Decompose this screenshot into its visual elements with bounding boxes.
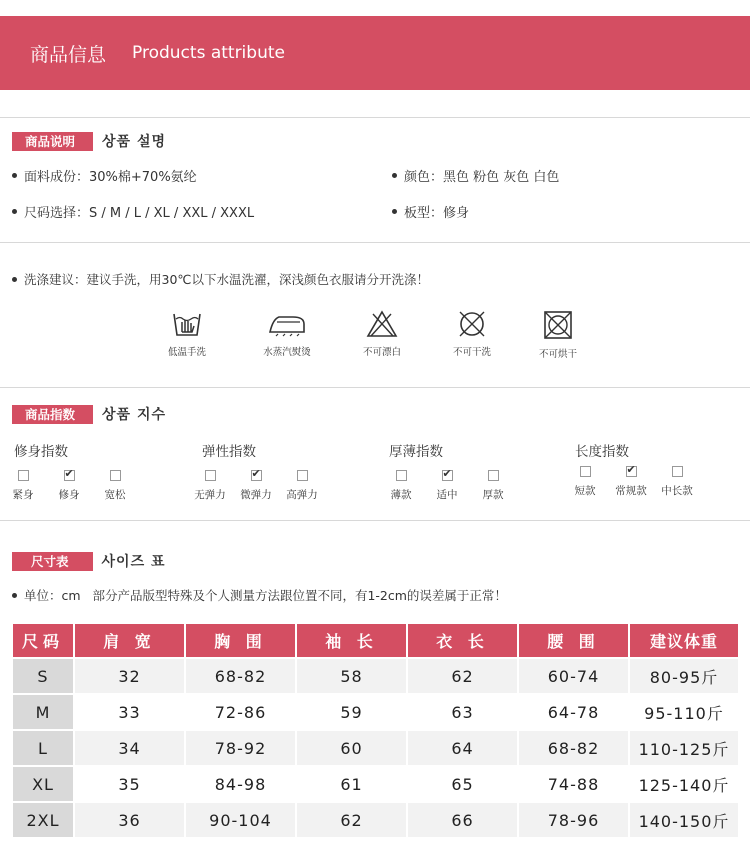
fabric-item — [12, 166, 197, 185]
table-cell: XL — [13, 767, 73, 801]
care-item-steam-iron — [247, 310, 327, 358]
checkbox-checked[interactable] — [442, 470, 453, 481]
index-option[interactable] — [279, 470, 325, 502]
table-cell: 80-95斤 — [630, 659, 738, 693]
index-group-title: 修身指数 — [14, 444, 68, 460]
table-cell: 64 — [408, 731, 517, 765]
index-option[interactable] — [608, 466, 654, 498]
checkbox[interactable] — [672, 466, 683, 477]
table-cell: 36 — [75, 803, 184, 837]
index-group-length — [575, 440, 700, 498]
table-cell: 90-104 — [186, 803, 295, 837]
index-option[interactable] — [233, 470, 279, 502]
table-cell: 63 — [408, 695, 517, 729]
header-title-cn: 商品信息 — [30, 43, 107, 66]
table-cell: 74-88 — [519, 767, 628, 801]
section-tag: 尺寸表 — [12, 552, 88, 571]
care-advice — [12, 270, 429, 288]
header-cell: 衣 长 — [408, 624, 517, 657]
care-label: 不可漂白 — [362, 347, 401, 358]
index-group-title: 弹性指数 — [202, 444, 256, 460]
fabric-text: 面料成份：30%棉+70%氨纶 — [24, 170, 197, 185]
index-section-title — [12, 404, 166, 424]
table-cell: 61 — [297, 767, 406, 801]
header-banner — [0, 16, 750, 90]
table-cell: 78-96 — [519, 803, 628, 837]
size-section-title — [12, 551, 166, 571]
checkbox[interactable] — [580, 466, 591, 477]
colors-item — [392, 166, 559, 185]
option-label: 适中 — [436, 489, 458, 501]
header-title-en: Products attribute — [132, 43, 285, 63]
table-cell: 68-82 — [519, 731, 628, 765]
table-row — [13, 695, 738, 729]
checkbox-checked[interactable] — [626, 466, 637, 477]
section-subtitle: 상품 설명 — [102, 134, 166, 150]
table-cell: 95-110斤 — [630, 695, 738, 729]
no-tumble-dry-icon — [543, 310, 573, 340]
fit-text: 板型：修身 — [404, 206, 470, 221]
index-option[interactable] — [0, 470, 46, 502]
table-cell: 68-82 — [186, 659, 295, 693]
table-cell: 32 — [75, 659, 184, 693]
care-advice-text: 洗涤建议：建议手洗，用30℃以下水温洗濯，深浅颜色衣服请分开洗涤！ — [24, 272, 429, 287]
option-label: 厚款 — [482, 489, 504, 501]
table-cell: 60-74 — [519, 659, 628, 693]
section-subtitle: 사이즈 표 — [101, 554, 166, 570]
index-group-thickness — [389, 440, 516, 502]
table-row — [13, 731, 738, 765]
hand-wash-icon — [172, 310, 202, 338]
section-tag: 商品说明 — [12, 132, 88, 151]
index-group-elasticity — [194, 440, 325, 502]
checkbox[interactable] — [205, 470, 216, 481]
colors-text: 颜色：黑色 粉色 灰色 白色 — [404, 170, 560, 185]
size-note-text: 单位：cm 部分产品版型特殊及个人测量方法跟位置不同，有1-2cm的误差属于正常！ — [24, 588, 507, 603]
option-label: 短款 — [574, 485, 596, 497]
table-cell: 2XL — [13, 803, 73, 837]
table-row — [13, 659, 738, 693]
table-cell: 62 — [297, 803, 406, 837]
sizes-text: 尺码选择：S / M / L / XL / XXL / XXXL — [24, 206, 255, 221]
index-option[interactable] — [470, 470, 516, 502]
section-subtitle: 상품 지수 — [102, 407, 166, 423]
table-cell: 59 — [297, 695, 406, 729]
size-table-header — [13, 624, 738, 657]
table-cell: 65 — [408, 767, 517, 801]
index-group-title: 长度指数 — [575, 444, 629, 460]
header-cell: 尺码 — [13, 624, 73, 657]
table-cell: 125-140斤 — [630, 767, 738, 801]
header-cell: 袖 长 — [297, 624, 406, 657]
index-option[interactable] — [92, 470, 138, 502]
option-label: 薄款 — [390, 489, 412, 501]
size-note — [12, 586, 507, 604]
index-option[interactable] — [562, 466, 608, 498]
header-cell: 肩 宽 — [75, 624, 184, 657]
care-item-hand-wash — [147, 310, 227, 358]
checkbox[interactable] — [396, 470, 407, 481]
table-cell: 58 — [297, 659, 406, 693]
table-cell: 34 — [75, 731, 184, 765]
option-label: 中长款 — [661, 485, 693, 497]
table-row — [13, 767, 738, 801]
divider — [0, 387, 750, 388]
index-option[interactable] — [187, 470, 233, 502]
index-option[interactable] — [46, 470, 92, 502]
option-label: 无弹力 — [194, 489, 226, 501]
table-cell: 84-98 — [186, 767, 295, 801]
table-cell: 60 — [297, 731, 406, 765]
index-option[interactable] — [424, 470, 470, 502]
steam-iron-icon — [267, 310, 307, 338]
table-cell: M — [13, 695, 73, 729]
table-cell: 78-92 — [186, 731, 295, 765]
checkbox[interactable] — [488, 470, 499, 481]
header-cell: 胸 围 — [186, 624, 295, 657]
option-label: 宽松 — [104, 489, 126, 501]
desc-section-title — [12, 131, 166, 151]
index-group-title: 厚薄指数 — [389, 444, 443, 460]
option-label: 微弹力 — [240, 489, 272, 501]
checkbox[interactable] — [18, 470, 29, 481]
no-dry-clean-icon — [457, 310, 487, 338]
table-cell: 35 — [75, 767, 184, 801]
care-label: 不可干洗 — [452, 347, 491, 358]
no-bleach-icon — [366, 310, 398, 338]
care-label: 水蒸汽熨烫 — [263, 347, 311, 358]
care-label: 低温手洗 — [167, 347, 206, 358]
option-label: 高弹力 — [286, 489, 318, 501]
option-label: 常规款 — [615, 485, 647, 497]
divider — [0, 520, 750, 521]
care-label: 不可烘干 — [538, 349, 577, 360]
option-label: 修身 — [58, 489, 80, 501]
care-item-no-tumble-dry — [518, 310, 598, 360]
table-cell: 140-150斤 — [630, 803, 738, 837]
divider — [0, 117, 750, 118]
header-cell: 建议体重 — [630, 624, 738, 657]
index-option[interactable] — [378, 470, 424, 502]
table-cell: 33 — [75, 695, 184, 729]
size-table — [11, 622, 740, 839]
table-cell: L — [13, 731, 73, 765]
fit-item — [392, 202, 469, 221]
section-tag: 商品指数 — [12, 405, 88, 424]
table-cell: 110-125斤 — [630, 731, 738, 765]
table-cell: 66 — [408, 803, 517, 837]
table-row — [13, 803, 738, 837]
sizes-item — [12, 202, 254, 221]
table-cell: 62 — [408, 659, 517, 693]
care-item-no-dry-clean — [432, 310, 512, 358]
index-option[interactable] — [654, 466, 700, 498]
divider — [0, 242, 750, 243]
checkbox-checked[interactable] — [251, 470, 262, 481]
table-cell: 72-86 — [186, 695, 295, 729]
option-label: 紧身 — [12, 489, 34, 501]
table-cell: 64-78 — [519, 695, 628, 729]
care-item-no-bleach — [342, 310, 422, 358]
table-cell: S — [13, 659, 73, 693]
header-cell: 腰 围 — [519, 624, 628, 657]
checkbox-checked[interactable] — [64, 470, 75, 481]
checkbox[interactable] — [110, 470, 121, 481]
checkbox[interactable] — [297, 470, 308, 481]
index-group-fit — [14, 440, 138, 502]
